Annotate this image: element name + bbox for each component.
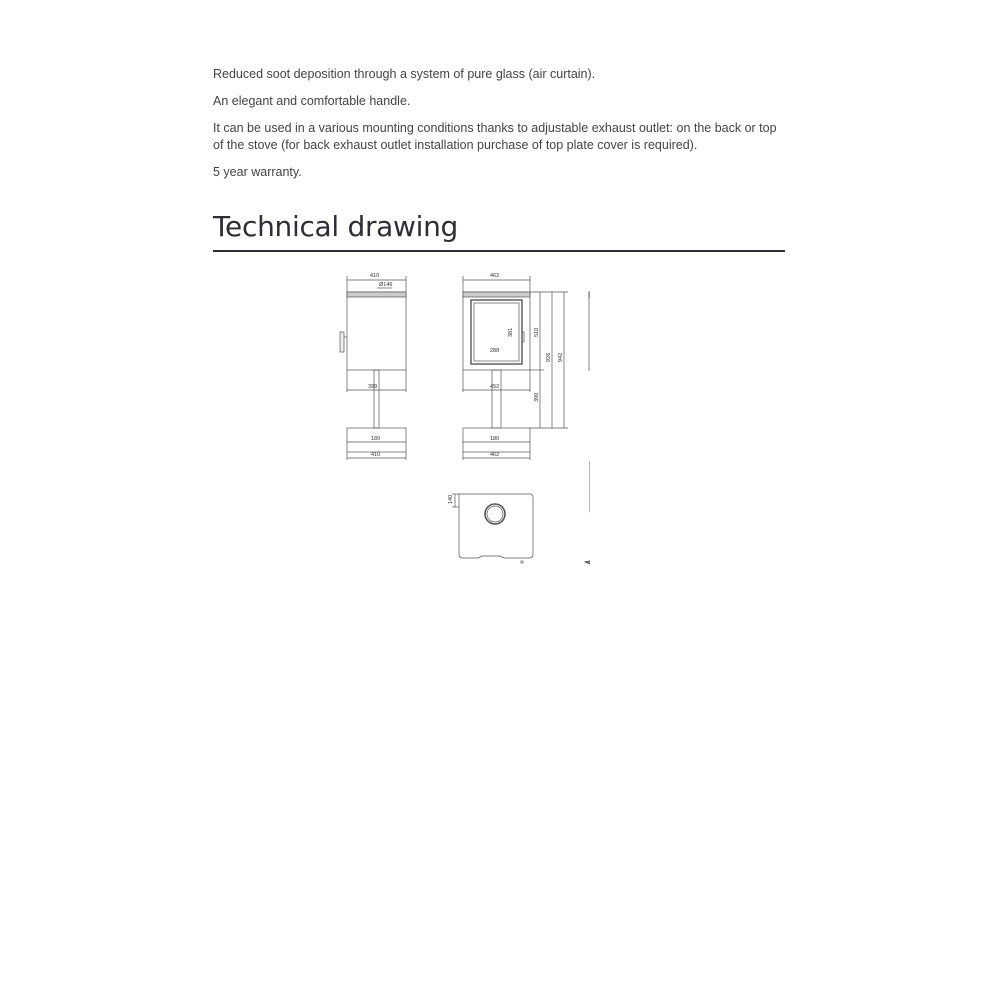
feature-handle: An elegant and comfortable handle. xyxy=(213,94,411,108)
dim-base-side: 410 xyxy=(371,452,381,458)
dim-total-height-a: 926 xyxy=(546,352,552,362)
front-view xyxy=(463,276,568,460)
feature-list xyxy=(213,66,785,191)
heading-underline xyxy=(213,250,785,252)
dim-body-inner: 399 xyxy=(368,384,378,390)
side-view xyxy=(340,276,406,460)
back-view xyxy=(589,292,590,428)
dimension-labels xyxy=(368,273,564,504)
dim-base-inner-front: 180 xyxy=(490,436,500,442)
technical-drawing xyxy=(330,262,590,582)
dim-glass-width: 288 xyxy=(490,348,500,354)
feature-soot: Reduced soot deposition through a system of pure glass (air curtain). xyxy=(213,67,596,81)
dim-top-offset: 140 xyxy=(448,494,454,504)
dim-front-inner: 452 xyxy=(490,384,500,390)
feature-exhaust: It can be used in a various mounting conditions thanks to adjustable exhaust outlet: on the back or top of the stove (for back exhaust outlet installation purchase of top plate cover is required). xyxy=(213,121,777,152)
dim-pedestal-height: 390 xyxy=(534,392,540,402)
dim-front-width: 462 xyxy=(490,273,500,279)
stove-3d-view xyxy=(585,454,590,574)
dim-glass-height: 381 xyxy=(508,327,514,337)
feature-warranty: 5 year warranty. xyxy=(213,165,302,179)
top-view xyxy=(452,494,533,563)
dim-body-height: 510 xyxy=(534,327,540,337)
dim-side-width: 410 xyxy=(370,273,380,279)
dim-total-height-b: 942 xyxy=(558,352,564,362)
dim-base-inner-side: 180 xyxy=(371,436,381,442)
dim-base-front: 462 xyxy=(490,452,500,458)
section-heading: Technical drawing xyxy=(213,210,459,243)
dim-flue: Ø146 xyxy=(379,282,393,288)
